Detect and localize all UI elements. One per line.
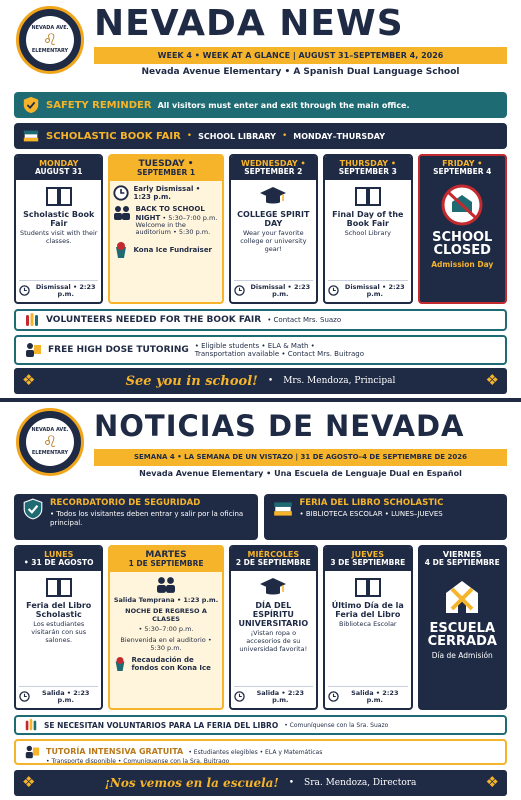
tutoring-line-2: Transportation available • Contact Mrs. Buitrago: [194, 350, 365, 358]
school-seal: [16, 408, 84, 476]
early-dismissal: Salida Temprana • 1:23 p.m.: [113, 595, 219, 604]
day-friday: [418, 154, 507, 304]
event-title: Final Day of the Book Fair: [332, 209, 404, 228]
clock-icon: [328, 691, 339, 702]
seal-text-bottom: ELEMENTARY: [31, 449, 69, 456]
page-title: NEVADA NEWS: [94, 3, 404, 44]
day-date: 2 DE SEPTIEMBRE: [235, 558, 311, 568]
shield-check-icon: [22, 96, 40, 114]
back-to-school-text: Bienvenida en el auditorio • 5:30 p.m.: [120, 636, 212, 652]
event-title: Scholastic Book Fair: [23, 209, 95, 228]
english-newsletter: [0, 0, 521, 398]
kona-ice-fundraiser: Recaudación de fondos con Kona Ice: [131, 655, 211, 672]
tutoring-banner: [14, 335, 507, 365]
volunteers-title: SE NECESITAN VOLUNTARIOS PARA LA FERIA DEL LIBRO: [44, 720, 279, 730]
dismissal-time: Salida • 2:23 p.m.: [351, 688, 399, 704]
tutoring-title: FREE HIGH DOSE TUTORING: [48, 345, 189, 355]
day-friday: [418, 545, 507, 710]
volunteers-text: • Contact Mrs. Suazo: [267, 316, 342, 324]
volunteers-banner: [14, 309, 507, 331]
day-name: WEDNESDAY •: [241, 159, 306, 168]
footer: [14, 368, 507, 394]
day-date: SEPTEMBER 1: [136, 168, 196, 178]
school-closed-title: SCHOOL CLOSED: [432, 229, 493, 259]
event-text: Students visit with their classes.: [19, 229, 98, 245]
day-date: SEPTEMBER 3: [338, 167, 397, 177]
family-icon: [154, 576, 178, 594]
kona-ice-fundraiser: Kona Ice Fundraiser: [133, 245, 213, 254]
paw-icon: ❖: [22, 371, 36, 389]
tutoring-line-1: • Eligible students • ELA & Math •: [194, 341, 315, 350]
dismissal-time: Dismissal • 2:23 p.m.: [250, 282, 311, 298]
footer-signature: Mrs. Mendoza, Principal: [283, 376, 396, 386]
event-title: DÍA DEL ESPÍRITU UNIVERSITARIO: [238, 600, 309, 629]
tutoring-icon: [24, 744, 40, 760]
paw-icon: ❖: [22, 773, 36, 791]
day-thursday: [323, 154, 412, 304]
footer-cta: ¡Nos vemos en la escuela!: [104, 776, 279, 790]
event-text: Biblioteca Escolar: [338, 620, 397, 629]
event-text: Los estudiantes visitarán con sus salones.: [31, 620, 87, 644]
raised-hands-icon: [24, 312, 40, 328]
spanish-newsletter: [0, 402, 521, 800]
footer-cta: See you in school!: [125, 373, 258, 389]
school-name: Nevada Avenue Elementary • Una Escuela de Lenguaje Dual en Español: [139, 469, 462, 478]
shield-check-icon: [22, 498, 44, 520]
day-name: VIERNES: [442, 550, 482, 559]
tutoring-icon: [24, 341, 42, 359]
school-closed-sub: Admission Day: [431, 260, 494, 270]
paw-icon: ❖: [485, 773, 499, 791]
back-to-school-time: • 5:30–7:00 p.m.: [162, 213, 218, 222]
week-days: [14, 545, 507, 710]
clock-icon: [234, 691, 245, 702]
day-name: TUESDAY •: [138, 159, 194, 169]
book-icon: [354, 575, 382, 599]
book-fair-title: SCHOLASTIC BOOK FAIR: [46, 130, 181, 142]
volunteers-title: VOLUNTEERS NEEDED FOR THE BOOK FAIR: [46, 315, 262, 325]
event-title: COLLEGE SPIRIT DAY: [237, 209, 310, 228]
volunteers-text: • Comuníquense con la Sra. Suazo: [284, 721, 389, 729]
day-date: • 31 DE AGOSTO: [23, 558, 94, 568]
day-name: JUEVES: [351, 550, 384, 559]
clock-icon: [19, 691, 30, 702]
back-to-school-title: NOCHE DE REGRESO A CLASES: [125, 606, 207, 623]
safety-reminder: [14, 92, 507, 118]
back-to-school-title: BACK TO SCHOOL NIGHT: [135, 205, 205, 222]
school-seal: [16, 6, 84, 74]
day-name: THURSDAY •: [339, 159, 396, 168]
seal-text-top: NEVADA AVE.: [31, 426, 69, 433]
clock-icon: [113, 185, 129, 201]
volunteers-banner: [14, 715, 507, 735]
event-text: ¡Vistan ropa o accesorios de su universidad favorita!: [239, 629, 308, 653]
tutoring-title: TUTORÍA INTENSIVA GRATUITA: [46, 746, 184, 756]
clock-icon: [234, 285, 245, 296]
book-icon: [45, 184, 73, 208]
day-tuesday: [108, 154, 223, 304]
closed-school-icon: [440, 575, 484, 617]
safety-title: SAFETY REMINDER: [46, 99, 152, 111]
week-bar: SEMANA 4 • LA SEMANA DE UN VISTAZO | 31 DE AGOSTO–4 DE SEPTIEMBRE DE 2026: [94, 449, 507, 466]
day-name: MONDAY: [39, 159, 79, 168]
week-days: [14, 154, 507, 304]
book-fair-banner: [264, 494, 508, 540]
back-to-school-text: Welcome in the auditorium • 5:30 p.m.: [135, 221, 211, 237]
event-title: Último Día de la Feria del Libro: [331, 600, 404, 619]
tutoring-line-1: • Estudiantes elegibles • ELA y Matemáticas: [188, 748, 323, 756]
seal-text-bottom: ELEMENTARY: [31, 47, 69, 54]
clock-icon: [328, 285, 339, 296]
day-wednesday: [229, 545, 318, 710]
raised-hands-icon: [24, 718, 38, 732]
event-title: Feria del Libro Scholastic: [26, 600, 92, 619]
lion-icon: ♌: [42, 432, 58, 452]
day-name: FRIDAY •: [442, 159, 483, 168]
dismissal-time: Salida • 2:23 p.m.: [256, 688, 305, 704]
tutoring-banner: [14, 739, 507, 765]
lion-icon: ♌: [42, 30, 58, 50]
books-icon: [22, 127, 40, 145]
notices-row: [14, 494, 507, 540]
dismissal-time: Dismissal • 2:23 p.m.: [35, 282, 96, 298]
day-name: MARTES: [145, 550, 187, 560]
family-icon: [113, 205, 131, 221]
safety-text: All visitors must enter and exit through the main office.: [157, 100, 410, 110]
day-date: SEPTEMBER 2: [244, 167, 303, 177]
early-dismissal: Early Dismissal • 1:23 p.m.: [133, 184, 201, 202]
safety-reminder: [14, 494, 258, 540]
day-date: 3 DE SEPTIEMBRE: [330, 558, 406, 568]
school-name: Nevada Avenue Elementary • A Spanish Dual Language School: [141, 67, 460, 77]
footer-separator: •: [267, 376, 274, 386]
no-school-icon: [439, 184, 485, 226]
day-monday: [14, 154, 103, 304]
safety-text: • Todos los visitantes deben entrar y salir por la oficina principal.: [50, 510, 244, 527]
header: [14, 402, 507, 494]
day-thursday: [323, 545, 412, 710]
header: [14, 0, 507, 92]
book-icon: [45, 575, 73, 599]
day-date: 1 DE SEPTIEMBRE: [128, 559, 204, 569]
book-fair-sep: •: [186, 131, 193, 141]
event-text: School Library: [344, 229, 391, 238]
seal-text-top: NEVADA AVE.: [31, 24, 69, 31]
footer-separator: •: [288, 778, 295, 788]
graduation-cap-icon: [259, 575, 287, 599]
tutoring-line-2: • Transporte disponible • Comuníquense con la Sra. Buitrago: [46, 758, 230, 765]
dismissal-time: Salida • 2:23 p.m.: [42, 688, 90, 704]
back-to-school-time: • 5:30–7:00 p.m.: [138, 625, 194, 634]
book-icon: [354, 184, 382, 208]
footer: [14, 770, 507, 796]
book-fair-days: MONDAY–THURSDAY: [293, 131, 386, 141]
safety-title: RECORDATORIO DE SEGURIDAD: [50, 498, 201, 508]
day-date: 4 DE SEPTIEMBRE: [424, 558, 500, 568]
day-name: LUNES: [44, 550, 74, 559]
book-fair-banner: [14, 123, 507, 149]
books-icon: [272, 498, 294, 520]
kona-ice-icon: [113, 241, 129, 259]
school-closed-title: ESCUELA CERRADA: [427, 620, 497, 650]
day-date: AUGUST 31: [34, 167, 83, 177]
book-fair-sep-2: •: [281, 131, 288, 141]
day-tuesday: [108, 545, 223, 710]
page-title: NOTICIAS DE NEVADA: [94, 409, 465, 443]
clock-icon: [19, 285, 30, 296]
day-name: MIÉRCOLES: [247, 550, 300, 559]
book-fair-title: FERIA DEL LIBRO SCHOLASTIC: [299, 498, 444, 508]
paw-icon: ❖: [485, 371, 499, 389]
day-wednesday: [229, 154, 318, 304]
school-closed-sub: Día de Admisión: [431, 651, 493, 661]
day-monday: [14, 545, 103, 710]
book-fair-text: • BIBLIOTECA ESCOLAR • LUNES–JUEVES: [299, 510, 443, 518]
event-text: Wear your favorite college or university gear!: [240, 229, 307, 253]
week-bar: WEEK 4 • WEEK AT A GLANCE | AUGUST 31–SEPTEMBER 4, 2026: [94, 47, 507, 64]
day-date: SEPTEMBER 4: [433, 167, 492, 177]
footer-signature: Sra. Mendoza, Directora: [304, 778, 417, 788]
dismissal-time: Dismissal • 2:23 p.m.: [344, 282, 405, 298]
book-fair-place: SCHOOL LIBRARY: [198, 131, 276, 141]
graduation-cap-icon: [259, 184, 287, 208]
kona-ice-icon: [113, 656, 127, 672]
